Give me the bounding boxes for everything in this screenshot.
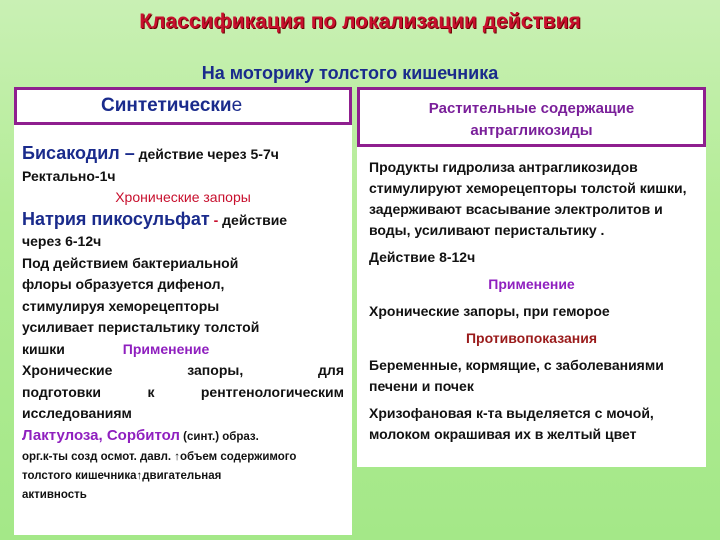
- herbal-header: [357, 87, 706, 147]
- picosulfate-name: Натрия пикосульфат: [22, 208, 210, 229]
- bisacodyl-name: Бисакодил: [22, 143, 120, 163]
- usage-line-1: Хронические запоры, для: [22, 362, 344, 378]
- synthetic-header-main: Синтетически: [101, 95, 232, 116]
- mechanism-line-5-text: кишки: [22, 340, 65, 357]
- bisacodyl-line: [22, 143, 344, 166]
- mechanism-line-3: стимулируя хеморецепторы: [22, 297, 220, 314]
- herbal-chrysophanic-text: Хризофановая к-та выделяется с мочой, молоком окрашивая их в желтый цвет: [369, 405, 654, 442]
- picosulfate-dash: -: [209, 211, 219, 228]
- bisacodyl-dash: –: [119, 143, 135, 163]
- lactulose-desc-3: активность: [22, 489, 87, 501]
- bisacodyl-indication: Хронические запоры: [115, 189, 251, 205]
- herbal-panel: [357, 147, 706, 467]
- lactulose-name: Лактулоза, Сорбитол: [22, 426, 180, 444]
- page-subtitle: На моторику толстого кишечника: [201, 63, 499, 83]
- synthetic-header-tail: е: [231, 95, 243, 116]
- herbal-contraindications-label: Противопоказания: [465, 330, 598, 346]
- lactulose-note: (синт.) образ.: [179, 430, 259, 443]
- herbal-contraindications-text: Беременные, кормящие, с заболеваниями печени и почек: [369, 357, 664, 394]
- mechanism-line-4: усиливает перистальтику толстой: [22, 319, 260, 335]
- lactulose-line: [22, 425, 344, 449]
- herbal-application-label: Применение: [488, 276, 575, 292]
- mechanism-line-2: флоры образуется дифенол,: [22, 276, 225, 292]
- page-title: Классификация по локализации действия: [139, 10, 581, 33]
- mechanism-line-5: [22, 339, 344, 361]
- synthetic-header: [14, 87, 352, 125]
- herbal-mechanism: Продукты гидролиза антрагликозидов стимулируют хеморецепторы толстой кишки, задерживают всасывание электролитов и воды, усиливают перистальтику .: [369, 159, 687, 238]
- lactulose-desc-2: толстого кишечника↑двигательная: [22, 470, 222, 482]
- picosulfate-action-time: через 6-12ч: [22, 233, 102, 249]
- herbal-header-line2: антрагликозиды: [470, 122, 593, 139]
- herbal-application-text: Хронические запоры, при геморое: [369, 303, 610, 319]
- lactulose-desc-1: орг.к-ты созд осмот. давл. ↑объем содержимого: [22, 451, 297, 463]
- synthetic-panel: [14, 125, 352, 535]
- usage-line-2: подготовки к рентгенологическим: [22, 383, 344, 400]
- usage-line-3: исследованиям: [22, 405, 132, 421]
- picosulfate-action: действие: [218, 211, 288, 228]
- bisacodyl-action: действие через 5-7ч: [134, 146, 279, 162]
- herbal-action-time: Действие 8-12ч: [369, 249, 476, 265]
- bisacodyl-rectal: Ректально-1ч: [22, 167, 116, 184]
- herbal-header-line1: Растительные содержащие: [428, 100, 635, 117]
- mechanism-line-1: Под действием бактериальной: [22, 254, 239, 271]
- application-label: Применение: [122, 340, 210, 357]
- picosulfate-line: [22, 209, 344, 232]
